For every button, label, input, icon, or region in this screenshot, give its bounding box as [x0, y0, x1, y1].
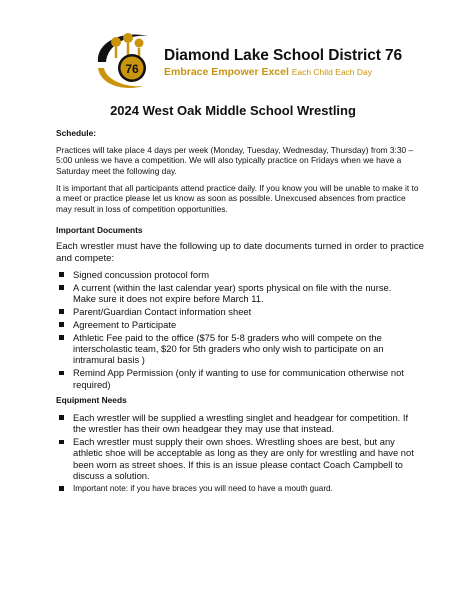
- bullet-icon: [59, 415, 64, 420]
- list-item: Parent/Guardian Contact information sheet: [56, 306, 416, 317]
- list-item: A current (within the last calendar year) sports physical on file with the nurse. Make sure it does not expire before March 11.: [56, 282, 416, 305]
- bullet-icon: [59, 272, 64, 277]
- tagline-sub: Each Child Each Day: [291, 67, 373, 77]
- bullet-icon: [59, 335, 64, 340]
- equipment-heading: Equipment Needs: [56, 395, 127, 405]
- list-item: Each wrestler will be supplied a wrestling singlet and headgear for competition. If the wrestler has their own headgear they may use that instead.: [56, 412, 416, 435]
- bullet-icon: [59, 285, 64, 290]
- schedule-heading: Schedule:: [56, 128, 97, 138]
- svg-text:76: 76: [125, 62, 139, 76]
- schedule-paragraph-1: Practices will take place 4 days per week (Monday, Tuesday, Wednesday, Thursday) from 3:30 – 5:00 unless we have a competition. We will also typically practice on Fridays when we have a Saturday meet the following day.: [56, 145, 414, 176]
- tagline-main: Embrace Empower Excel: [164, 66, 289, 78]
- bullet-icon: [59, 371, 64, 376]
- district-tagline: [164, 66, 372, 78]
- list-item: Each wrestler must supply their own shoes. Wrestling shoes are best, but any athletic shoe will be acceptable as long as they are only for wrestling and have not been worn as street shoes. If this is an issue please contact Coach Campbell to discuss a solution.: [56, 436, 416, 481]
- document-title: 2024 West Oak Middle School Wrestling: [110, 103, 356, 118]
- documents-heading: Important Documents: [56, 225, 143, 235]
- list-item: Agreement to Participate: [56, 319, 416, 330]
- list-item: Signed concussion protocol form: [56, 269, 416, 280]
- bullet-icon: [59, 322, 64, 327]
- district-name: Diamond Lake School District 76: [164, 47, 403, 64]
- equipment-list: [56, 412, 416, 496]
- district-logo: [92, 28, 164, 92]
- documents-list: [56, 269, 416, 392]
- documents-intro: Each wrestler must have the following up to date documents turned in order to practice and compete:: [56, 241, 424, 264]
- list-item: Important note: if you have braces you will need to have a mouth guard.: [56, 483, 416, 494]
- bullet-icon: [59, 309, 64, 314]
- list-item: Remind App Permission (only if wanting to use for communication otherwise not required): [56, 367, 416, 390]
- list-item: Athletic Fee paid to the office ($75 for 5-8 graders who will compete on the interscholastic team, $20 for 5th graders who only wish to participate on an intramural basis ): [56, 332, 416, 366]
- schedule-paragraph-2: It is important that all participants attend practice daily. If you know you will be unable to make it to a meet or practice please let us know as soon as possible. Unexcused absences from practice may result in loss of competition opportunities.: [56, 183, 419, 214]
- bullet-icon: [59, 486, 64, 491]
- bullet-icon: [59, 440, 64, 445]
